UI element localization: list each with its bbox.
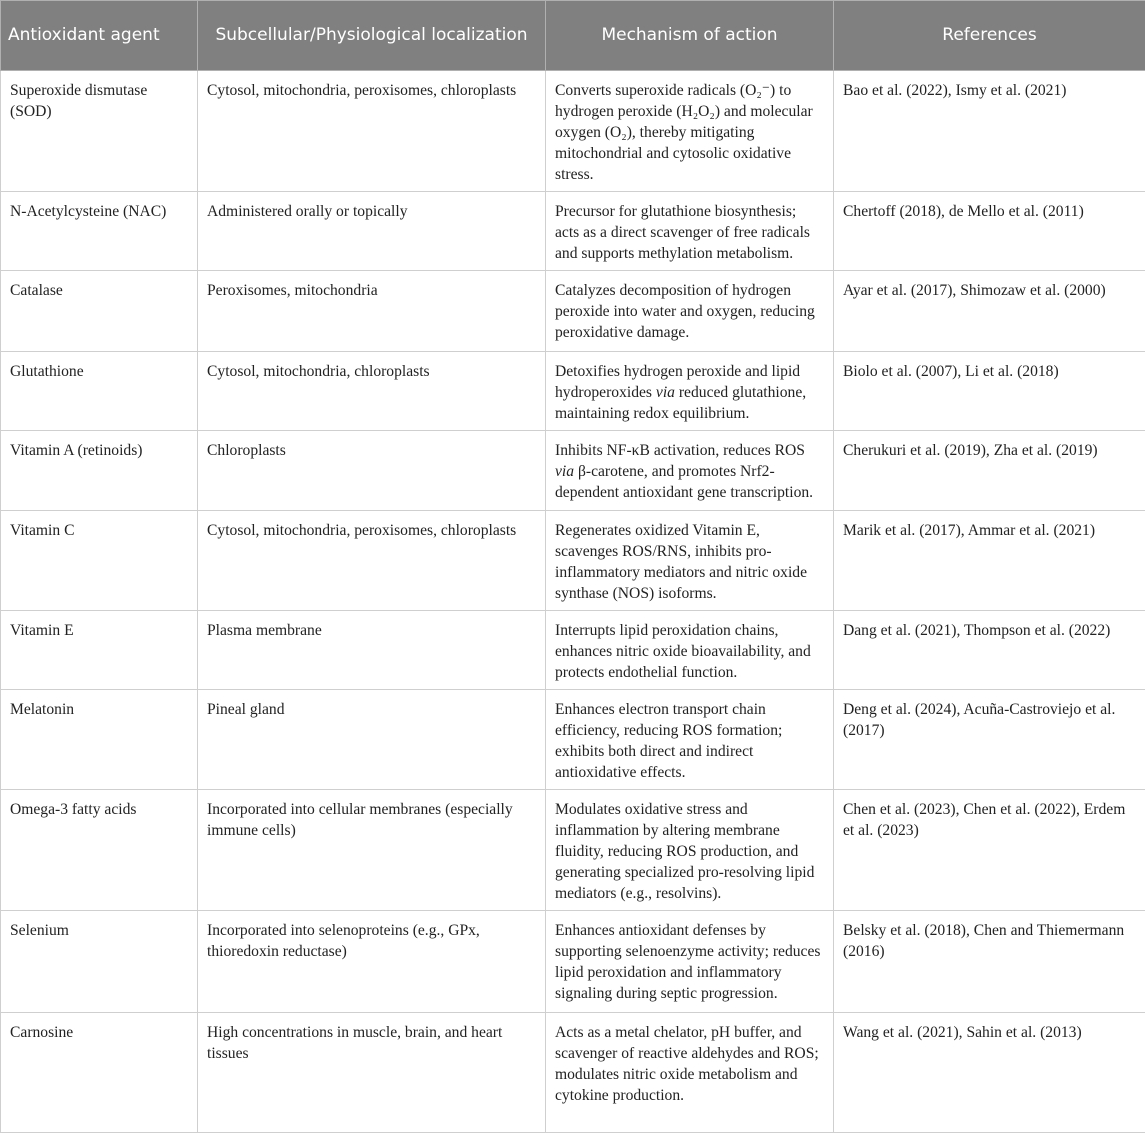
- agent-cell: Catalase: [1, 271, 198, 352]
- table-row: [1, 611, 1145, 690]
- mechanism-text: Inhibits NF-κB activation, reduces ROS: [555, 442, 805, 459]
- agent-cell: Vitamin E: [1, 611, 198, 690]
- table-row: [1, 71, 1145, 192]
- references-cell: Ayar et al. (2017), Shimozaw et al. (2000): [834, 271, 1145, 352]
- localization-cell: Peroxisomes, mitochondria: [198, 271, 546, 352]
- localization-cell: Pineal gland: [198, 690, 546, 790]
- mechanism-text: Enhances electron transport chain efficiency, reducing ROS formation; exhibits both direct and indirect antioxidative effects.: [555, 701, 782, 781]
- localization-cell: Cytosol, mitochondria, peroxisomes, chloroplasts: [198, 71, 546, 192]
- mechanism-text: Detoxifies hydrogen peroxide and lipid hydroperoxides: [555, 363, 800, 401]
- mechanism-text: Interrupts lipid peroxidation chains, enhances nitric oxide bioavailability, and protects endothelial function.: [555, 622, 811, 681]
- mechanism-cell: [546, 1013, 834, 1133]
- mechanism-text: Regenerates oxidized Vitamin E, scavenges ROS/RNS, inhibits pro-inflammatory mediators and nitric oxide synthase (NOS) isoforms.: [555, 522, 807, 602]
- mechanism-text: Precursor for glutathione biosynthesis; acts as a direct scavenger of free radicals and supports methylation metabolism.: [555, 203, 810, 262]
- localization-cell: High concentrations in muscle, brain, and heart tissues: [198, 1013, 546, 1133]
- references-cell: Chertoff (2018), de Mello et al. (2011): [834, 192, 1145, 271]
- mechanism-cell: [546, 511, 834, 611]
- table-row: [1, 192, 1145, 271]
- references-cell: Dang et al. (2021), Thompson et al. (2022): [834, 611, 1145, 690]
- mechanism-cell: [546, 71, 834, 192]
- mechanism-cell: [546, 352, 834, 431]
- mechanism-text: via: [555, 463, 574, 480]
- mechanism-text: Enhances antioxidant defenses by supporting selenoenzyme activity; reduces lipid peroxidation and inflammatory signaling during septic progression.: [555, 922, 820, 1002]
- table-row: [1, 690, 1145, 790]
- agent-cell: Vitamin A (retinoids): [1, 431, 198, 511]
- mechanism-cell: [546, 271, 834, 352]
- agent-cell: Vitamin C: [1, 511, 198, 611]
- references-cell: Chen et al. (2023), Chen et al. (2022), Erdem et al. (2023): [834, 790, 1145, 911]
- localization-cell: Administered orally or topically: [198, 192, 546, 271]
- mechanism-cell: [546, 192, 834, 271]
- localization-cell: Incorporated into cellular membranes (especially immune cells): [198, 790, 546, 911]
- mechanism-text: Acts as a metal chelator, pH buffer, and scavenger of reactive aldehydes and ROS; modulates nitric oxide metabolism and cytokine production.: [555, 1024, 819, 1104]
- localization-cell: Plasma membrane: [198, 611, 546, 690]
- mechanism-cell: [546, 911, 834, 1013]
- agent-cell: Carnosine: [1, 1013, 198, 1133]
- mechanism-cell: [546, 690, 834, 790]
- table-row: [1, 1013, 1145, 1133]
- agent-cell: Glutathione: [1, 352, 198, 431]
- references-cell: Cherukuri et al. (2019), Zha et al. (2019): [834, 431, 1145, 511]
- header-agent: Antioxidant agent: [1, 1, 198, 71]
- mechanism-cell: [546, 431, 834, 511]
- agent-cell: N-Acetylcysteine (NAC): [1, 192, 198, 271]
- mechanism-text: Catalyzes decomposition of hydrogen peroxide into water and oxygen, reducing peroxidative damage.: [555, 282, 815, 341]
- agent-cell: Selenium: [1, 911, 198, 1013]
- localization-cell: Incorporated into selenoproteins (e.g., GPx, thioredoxin reductase): [198, 911, 546, 1013]
- table-row: [1, 271, 1145, 352]
- agent-cell: Superoxide dismutase (SOD): [1, 71, 198, 192]
- header-mechanism: Mechanism of action: [546, 1, 834, 71]
- agent-cell: Melatonin: [1, 690, 198, 790]
- mechanism-cell: [546, 611, 834, 690]
- header-row: [1, 1, 1145, 71]
- table-row: [1, 790, 1145, 911]
- header-localization: Subcellular/Physiological localization: [198, 1, 546, 71]
- table-row: [1, 511, 1145, 611]
- localization-cell: Cytosol, mitochondria, chloroplasts: [198, 352, 546, 431]
- references-cell: Biolo et al. (2007), Li et al. (2018): [834, 352, 1145, 431]
- table-row: [1, 911, 1145, 1013]
- mechanism-text: reduced glutathione, maintaining redox equilibrium.: [555, 384, 806, 422]
- header-references: References: [834, 1, 1145, 71]
- localization-cell: Chloroplasts: [198, 431, 546, 511]
- mechanism-text: Converts superoxide radicals (O₂⁻) to hydrogen peroxide (H₂O₂) and molecular oxygen (O₂), thereby mitigating mitochondrial and cytosolic oxidative stress.: [555, 82, 813, 183]
- references-cell: Bao et al. (2022), Ismy et al. (2021): [834, 71, 1145, 192]
- references-cell: Belsky et al. (2018), Chen and Thiemermann (2016): [834, 911, 1145, 1013]
- localization-cell: Cytosol, mitochondria, peroxisomes, chloroplasts: [198, 511, 546, 611]
- agent-cell: Omega-3 fatty acids: [1, 790, 198, 911]
- mechanism-text: via: [656, 384, 675, 401]
- table-row: [1, 352, 1145, 431]
- references-cell: Wang et al. (2021), Sahin et al. (2013): [834, 1013, 1145, 1133]
- mechanism-text: β-carotene, and promotes Nrf2-dependent antioxidant gene transcription.: [555, 463, 813, 501]
- mechanism-cell: [546, 790, 834, 911]
- table-row: [1, 431, 1145, 511]
- references-cell: Deng et al. (2024), Acuña-Castroviejo et al. (2017): [834, 690, 1145, 790]
- mechanism-text: Modulates oxidative stress and inflammation by altering membrane fluidity, reducing ROS production, and generating specialized pro-resolving lipid mediators (e.g., resolvins).: [555, 801, 814, 902]
- references-cell: Marik et al. (2017), Ammar et al. (2021): [834, 511, 1145, 611]
